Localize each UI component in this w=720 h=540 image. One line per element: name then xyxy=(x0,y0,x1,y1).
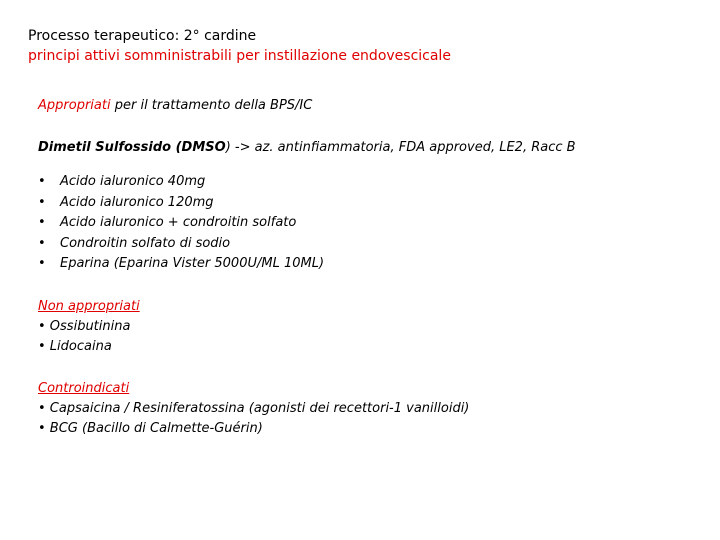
appropriati-list xyxy=(38,172,698,275)
title-line-2: principi attivi somministrabili per instillazione endovescicale xyxy=(28,48,451,64)
controindicati-heading: Controindicati xyxy=(38,380,130,396)
list-item xyxy=(38,193,698,214)
list-item-text: Acido ialuronico 40mg xyxy=(60,174,206,189)
bullet-icon: • xyxy=(38,174,46,189)
dmso-line xyxy=(38,138,698,158)
list-item xyxy=(38,172,698,193)
dmso-description: ) -> az. antinfiammatoria, FDA approved, LE2, Racc B xyxy=(225,140,576,155)
list-item xyxy=(38,213,698,234)
list-item-text: Acido ialuronico + condroitin solfato xyxy=(60,215,297,230)
list-item-text: Condroitin solfato di sodio xyxy=(60,235,231,251)
controindicati-item: • BCG (Bacillo di Calmette-Guérin) xyxy=(38,420,263,436)
non-appropriati-item: • Ossibutinina xyxy=(38,318,131,334)
bullet-icon: • xyxy=(38,215,46,230)
slide-title xyxy=(28,26,451,66)
bullet-icon: • xyxy=(38,194,46,210)
list-item-text: Eparina (Eparina Vister 5000U/ML 10ML) xyxy=(60,256,325,271)
dmso-name: Dimetil Sulfossido (DMSO xyxy=(38,140,226,155)
bullet-icon: • xyxy=(38,235,46,251)
list-item-text: Acido ialuronico 120mg xyxy=(60,194,214,210)
title-line-1: Processo terapeutico: 2° cardine xyxy=(28,28,257,44)
appropriati-description: per il trattamento della BPS/IC xyxy=(110,98,313,113)
slide-content xyxy=(38,96,698,439)
list-item xyxy=(38,234,698,255)
appropriati-heading xyxy=(38,96,698,116)
list-item xyxy=(38,254,698,275)
appropriati-label: Appropriati xyxy=(38,98,111,113)
non-appropriati-item: • Lidocaina xyxy=(38,338,112,354)
non-appropriati-heading: Non appropriati xyxy=(38,298,140,314)
controindicati-item: • Capsaicina / Resiniferatossina (agonisti dei recettori-1 vanilloidi) xyxy=(38,400,470,416)
bullet-icon: • xyxy=(38,256,46,271)
